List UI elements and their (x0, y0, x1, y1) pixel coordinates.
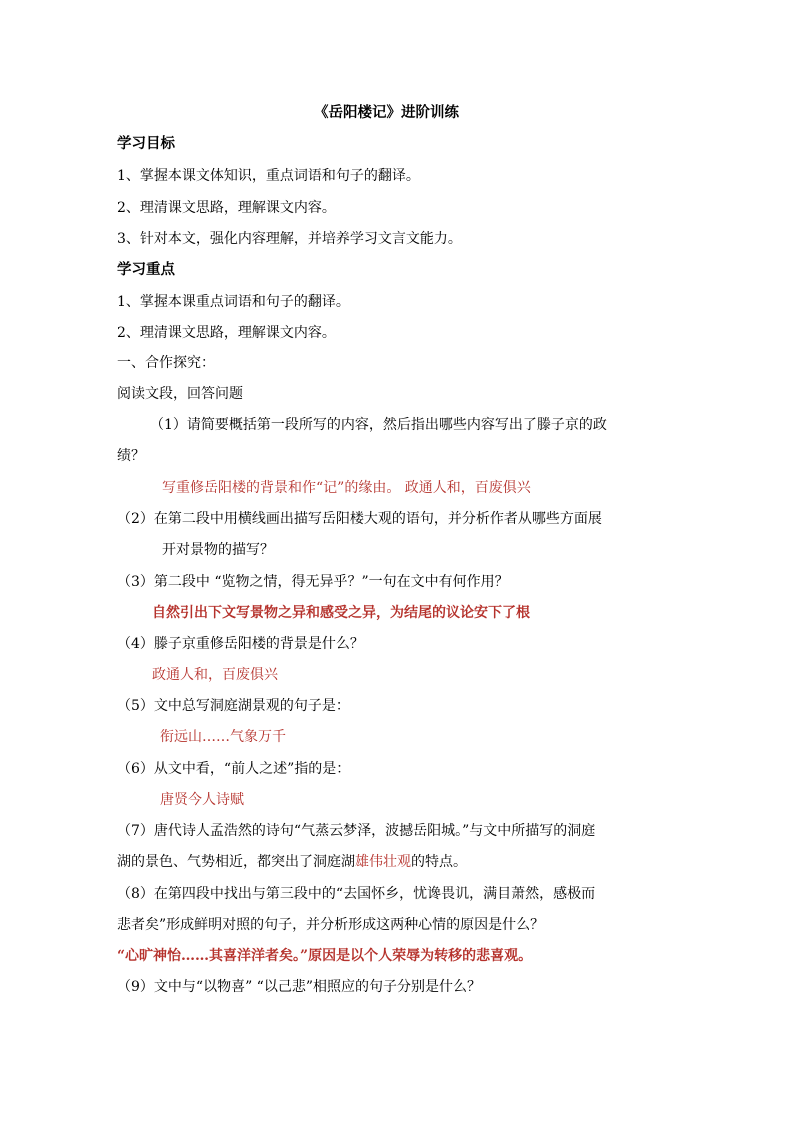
question-8-answer: “心旷神怡……其喜洋洋者矣。”原因是以个人荣辱为转移的悲喜观。 (117, 948, 533, 964)
question-4-line-1: （4）滕子京重修岳阳楼的背景是什么？ (117, 636, 364, 652)
question-3-line-1: （3）第二段中 “览物之情，得无异乎？”一句在文中有何作用？ (117, 574, 509, 590)
question-4-answer: 政通人和，百废俱兴 (152, 667, 278, 683)
section-intro: 阅读文段，回答问题 (117, 386, 243, 402)
question-7-line-1: （7）唐代诗人孟浩然的诗句“气蒸云梦泽，波撼岳阳城。”与文中所描写的洞庭 (117, 823, 596, 839)
question-5-line-1: （5）文中总写洞庭湖景观的句子是： (117, 698, 350, 714)
goal-item-1: 1、掌握本课文体知识，重点词语和句子的翻译。 (117, 168, 420, 184)
question-6-line-1: （6）从文中看，“前人之述”指的是： (117, 761, 351, 777)
question-7-line-2 (117, 853, 467, 871)
focus-heading: 学习重点 (117, 261, 175, 278)
question-8-line-1: （8）在第四段中找出与第三段中的“去国怀乡，忧谗畏讥，满目萧然，感极而 (117, 886, 596, 902)
goal-item-3: 3、针对本文，强化内容理解，并培养学习文言文能力。 (117, 231, 462, 247)
question-7-line-2-suffix: 的特点。 (411, 854, 467, 870)
question-9-line-1: （9）文中与“以物喜” “以己悲”相照应的句子分别是什么？ (117, 979, 481, 995)
section-heading: 一、合作探究： (117, 355, 215, 371)
question-1-line-2: 绩？ (117, 448, 145, 464)
question-7-line-2-prefix: 湖的景色、气势相近，都突出了洞庭湖 (117, 854, 355, 870)
goals-heading: 学习目标 (117, 135, 175, 152)
question-5-answer: 衔远山……气象万千 (160, 729, 286, 745)
question-2-line-1: （2）在第二段中用横线画出描写岳阳楼大观的语句，并分析作者从哪些方面展 (117, 511, 602, 527)
question-6-answer: 唐贤今人诗赋 (160, 792, 244, 808)
question-8-line-2: 悲者矣”形成鲜明对照的句子，并分析形成这两种心情的原因是什么？ (117, 917, 545, 933)
goal-item-2: 2、理清课文思路，理解课文内容。 (117, 200, 336, 216)
focus-item-2: 2、理清课文思路，理解课文内容。 (117, 325, 336, 341)
question-7-answer: 雄伟壮观 (355, 854, 411, 870)
question-2-line-2: 开对景物的描写？ (162, 542, 274, 558)
question-1-answer: 写重修岳阳楼的背景和作“记”的缘由。 政通人和，百废俱兴 (162, 480, 531, 496)
question-1-line-1: （1）请简要概括第一段所写的内容，然后指出哪些内容写出了滕子京的政 (150, 417, 607, 433)
question-3-answer: 自然引出下文写景物之异和感受之异，为结尾的议论安下了根 (152, 605, 530, 621)
focus-item-1: 1、掌握本课重点词语和句子的翻译。 (117, 294, 350, 310)
document-title: 《岳阳楼记》进阶训练 (314, 104, 459, 121)
